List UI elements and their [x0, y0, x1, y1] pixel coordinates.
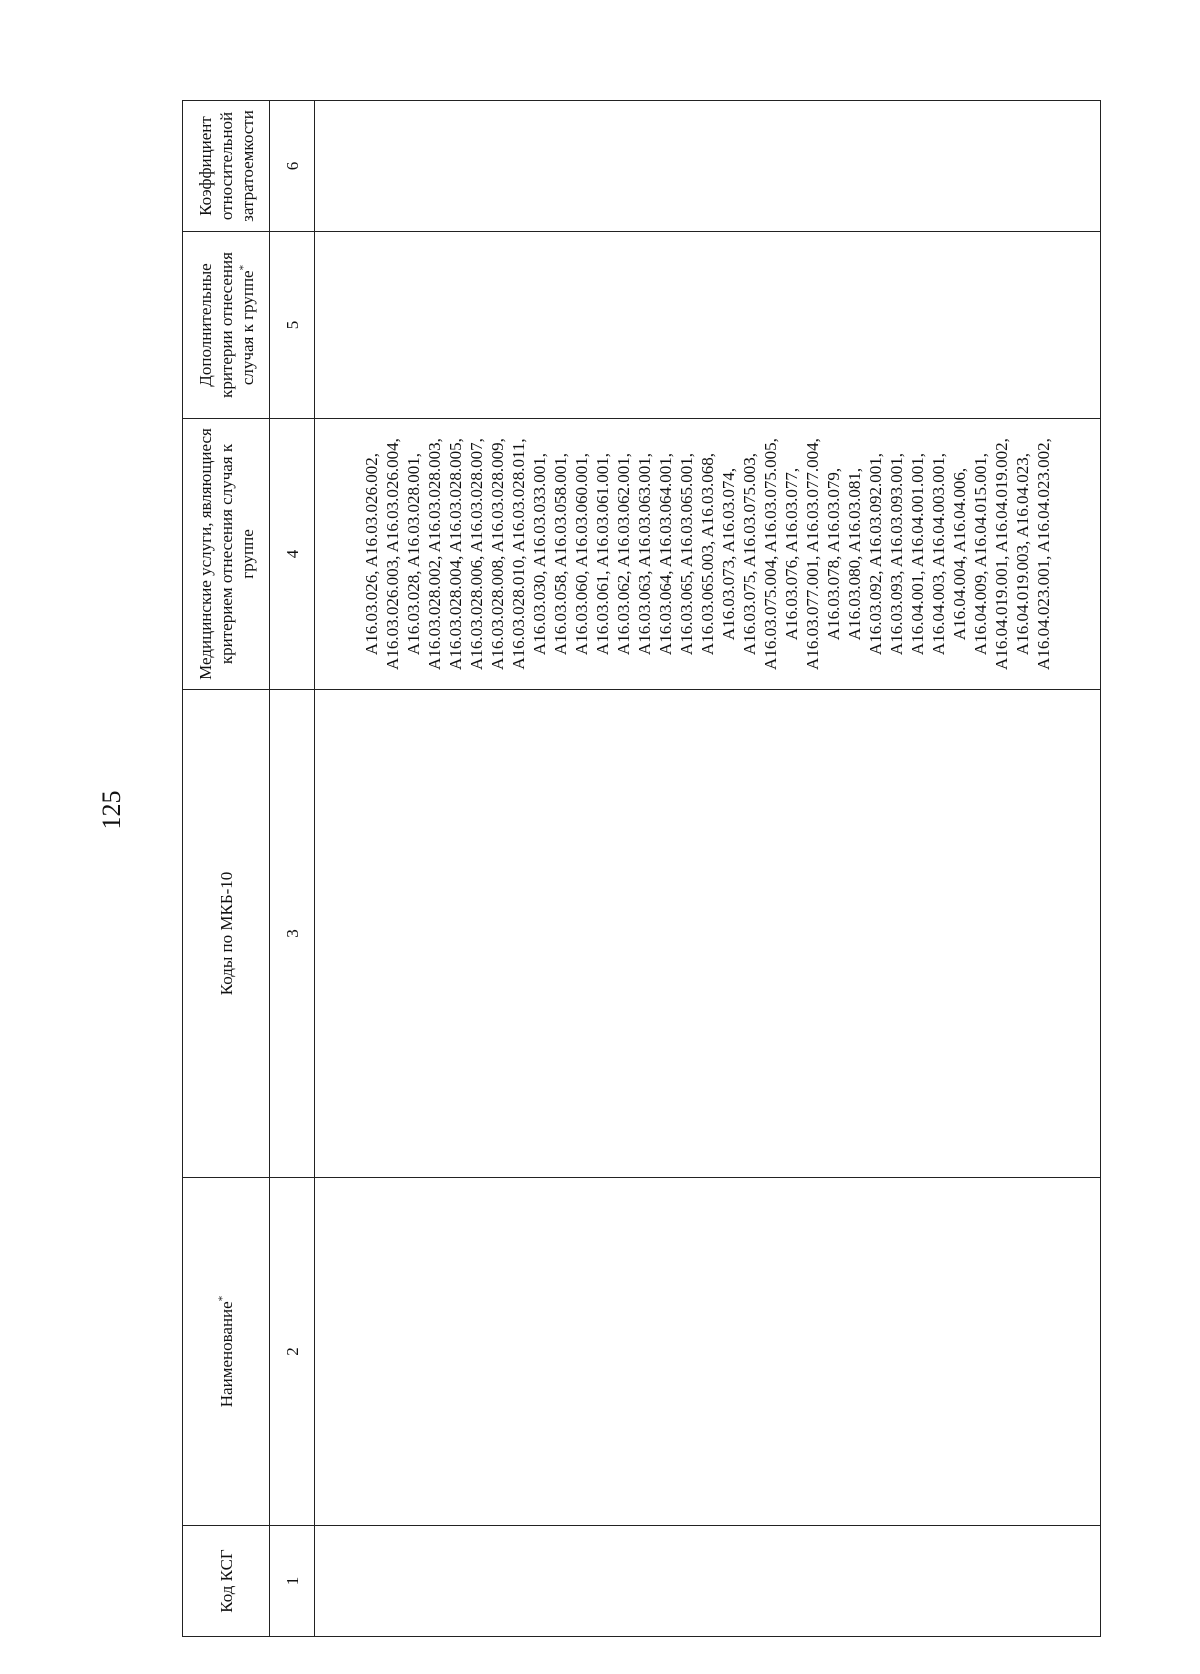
- header-row: [183, 101, 270, 1637]
- service-code-line: A16.03.028.002, A16.03.028.003,: [425, 438, 444, 670]
- service-code-line: A16.03.028.010, A16.03.028.011,: [509, 438, 528, 670]
- column-number: 4: [270, 419, 315, 690]
- column-number: 2: [270, 1178, 315, 1526]
- column-number: 6: [270, 101, 315, 232]
- ksg-table: [182, 100, 1101, 1637]
- service-code-line: A16.03.026, A16.03.026.002,: [362, 452, 381, 656]
- service-code-line: A16.03.061, A16.03.061.001,: [593, 452, 612, 656]
- header-additional-criteria: Дополнительные критерии отнесения случая к группе*: [183, 232, 270, 419]
- cell-additional-criteria: [315, 232, 1101, 419]
- footnote-mark: *: [236, 264, 249, 271]
- service-code-line: A16.03.028.004, A16.03.028.005,: [446, 438, 465, 670]
- header-coefficient: Коэффициент относительной затратоемкости: [183, 101, 270, 232]
- service-code-line: A16.03.060, A16.03.060.001,: [572, 452, 591, 656]
- cell-name: [315, 1178, 1101, 1526]
- service-code-line: A16.03.065.003, A16.03.068,: [698, 452, 717, 656]
- footnote-mark: *: [215, 1295, 228, 1302]
- column-number-row: [270, 101, 315, 1637]
- service-code-line: A16.03.073, A16.03.074,: [719, 467, 738, 641]
- table-row: [315, 101, 1101, 1637]
- header-ksg-code: Код КСГ: [183, 1526, 270, 1637]
- service-code-line: A16.03.062, A16.03.062.001,: [614, 452, 633, 656]
- service-code-line: A16.04.009, A16.04.015.001,: [971, 452, 990, 656]
- page-number: 125: [97, 790, 126, 830]
- service-code-line: A16.03.030, A16.03.033.001,: [530, 452, 549, 656]
- service-code-line: A16.03.093, A16.03.093.001,: [887, 452, 906, 656]
- header-mkb-codes: Коды по МКБ-10: [183, 690, 270, 1178]
- service-code-line: A16.04.019.003, A16.04.023,: [1013, 452, 1032, 656]
- cell-ksg-code: [315, 1526, 1101, 1637]
- service-code-line: A16.03.075, A16.03.075.003,: [740, 452, 759, 656]
- service-code-line: A16.03.092, A16.03.092.001,: [866, 452, 885, 656]
- column-number: 1: [270, 1526, 315, 1637]
- service-code-line: A16.04.004, A16.04.006,: [950, 467, 969, 641]
- cell-mkb-codes: [315, 690, 1101, 1178]
- service-code-line: A16.03.064, A16.03.064.001,: [656, 452, 675, 656]
- cell-medical-services: [315, 419, 1101, 690]
- service-code-line: A16.03.075.004, A16.03.075.005,: [761, 438, 780, 670]
- service-code-line: A16.03.077.001, A16.03.077.004,: [803, 438, 822, 670]
- service-code-line: A16.03.028.008, A16.03.028.009,: [488, 438, 507, 670]
- service-code-line: A16.03.028.006, A16.03.028.007,: [467, 438, 486, 670]
- service-code-line: A16.03.080, A16.03.081,: [845, 467, 864, 641]
- service-code-line: A16.03.078, A16.03.079,: [824, 467, 843, 641]
- service-code-line: A16.03.076, A16.03.077,: [782, 467, 801, 641]
- service-code-line: A16.03.058, A16.03.058.001,: [551, 452, 570, 656]
- service-code-line: A16.03.063, A16.03.063.001,: [635, 452, 654, 656]
- service-code-line: A16.04.019.001, A16.04.019.002,: [992, 438, 1011, 670]
- service-code-line: A16.04.023.001, A16.04.023.002,: [1034, 438, 1053, 670]
- service-code-line: A16.04.003, A16.04.003.001,: [929, 452, 948, 656]
- service-code-line: A16.03.065, A16.03.065.001,: [677, 452, 696, 656]
- rotated-table-wrapper: [182, 107, 1100, 1637]
- cell-coefficient: [315, 101, 1101, 232]
- column-number: 3: [270, 690, 315, 1178]
- header-name: Наименование*: [183, 1178, 270, 1526]
- service-code-line: A16.04.001, A16.04.001.001,: [908, 452, 927, 656]
- service-code-line: A16.03.026.003, A16.03.026.004,: [383, 438, 402, 670]
- service-code-line: A16.03.028, A16.03.028.001,: [404, 452, 423, 656]
- column-number: 5: [270, 232, 315, 419]
- header-medical-services: Медицинские услуги, являющиеся критерием отнесения случая к группе: [183, 419, 270, 690]
